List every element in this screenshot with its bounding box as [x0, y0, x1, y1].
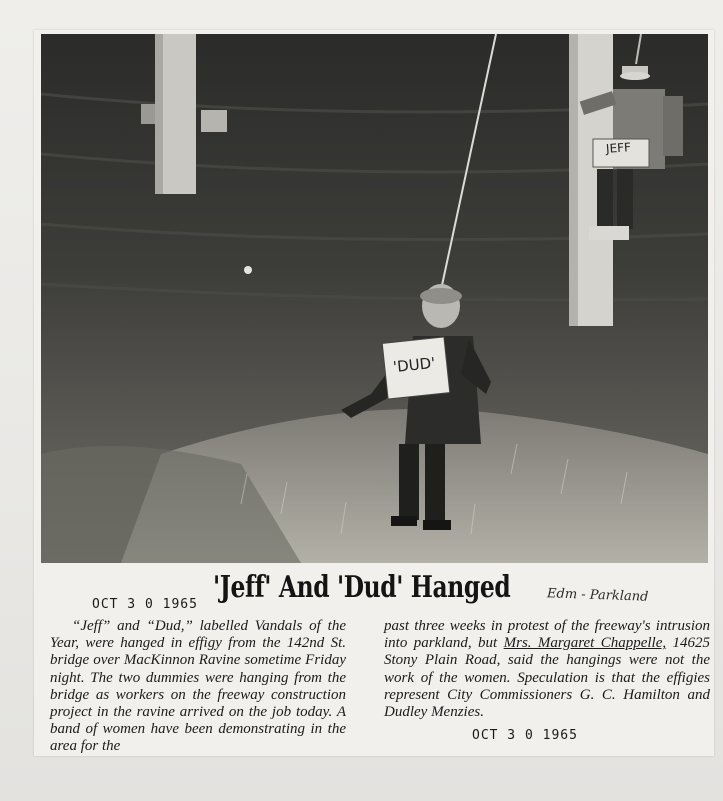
right-column-text	[384, 618, 710, 721]
underlined-name: Mrs. Margaret Chappelle,	[503, 635, 667, 652]
news-photo	[41, 34, 708, 563]
handwritten-note: Edm - Parkland	[546, 586, 649, 605]
right-column-part-a: past three weeks in protest of the freeway's intrusion into parkland, but	[384, 618, 710, 652]
headline-row	[60, 566, 700, 616]
article-column-right	[384, 618, 710, 721]
dud-sign-label: 'DUD'	[392, 353, 437, 377]
article-column-left	[50, 618, 346, 756]
date-stamp: OCT 3 0 1965	[92, 597, 198, 612]
left-column-text: “Jeff” and “Dud,” labelled Vandals of the Year, were hanged in effigy from the 142nd St. bridge over MacKinnon Ravine sometime Friday night. The two dummies were hanging from the bridge as workers on the freeway construction project in the ravine arrived on the job today. A band of women have been demonstrating in the area for the	[50, 618, 346, 755]
right-column-part-b: 14625 Stony Plain Road, said the hangings were not the work of the women. Speculation is that the effigies represent City Commissioners G. C. Hamilton and Dudley Menzies.	[384, 635, 711, 721]
jeff-sign-label: JEFF	[605, 140, 632, 156]
article-headline: 'Jeff' And 'Dud' Hanged	[213, 570, 511, 605]
date-stamp-bottom: OCT 3 0 1965	[472, 728, 578, 743]
